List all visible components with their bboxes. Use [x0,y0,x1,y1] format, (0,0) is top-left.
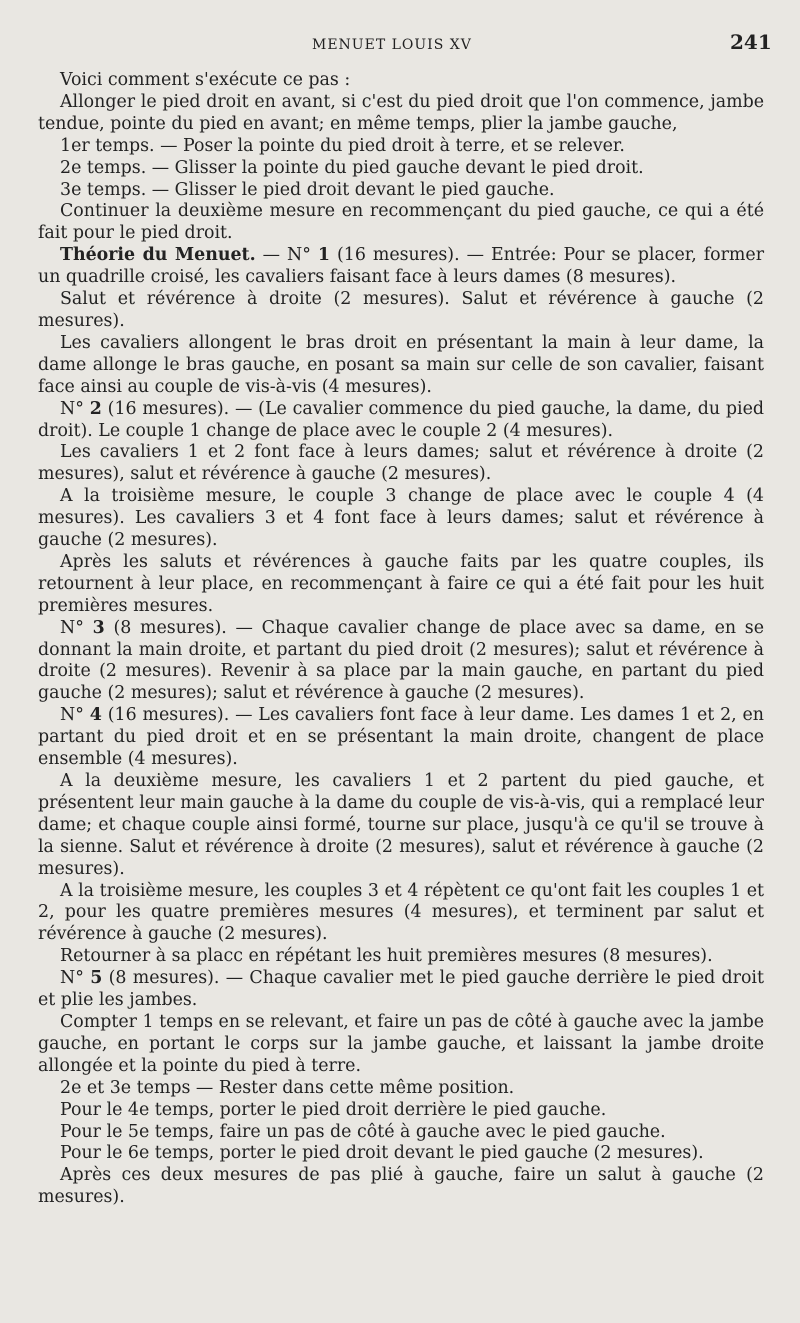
paragraph: Allonger le pied droit en avant, si c'est du pied droit que l'on commence, jambe tendue, pointe du pied en avant; en même temps, plier la jambe gauche, [38,91,764,134]
paragraph: Après les saluts et révérences à gauche faits par les quatre couples, ils retournent à leur place, en recommençant à faire ce qui a été fait pour les huit premières mesures. [38,551,764,616]
paragraph-n2: N° 2 (16 mesures). — (Le cavalier commence du pied gauche, la dame, du pied droit). Le couple 1 change de place avec le couple 2 (4 mesures). [38,398,764,441]
page-number: 241 [730,30,772,54]
body-text [38,70,764,1209]
paragraph: Retourner à sa placc en répétant les huit premières mesures (8 mesures). [60,946,713,967]
section-number: 1 [317,245,330,266]
paragraph: 1er temps. — Poser la pointe du pied droit à terre, et se relever. [60,135,625,156]
paragraph: Pour le 5e temps, faire un pas de côté à gauche avec le pied gauche. [60,1121,666,1142]
paragraph-theorie: Théorie du Menuet. — N° 1 (16 mesures). — Entrée: Pour se placer, former un quadrille croisé, les cavaliers faisant face à leurs dames (8 mesures). [38,245,765,288]
paragraph: 2e temps. — Glisser la pointe du pied gauche devant le pied droit. [60,157,644,178]
section-number: 5 [90,968,103,989]
paragraph: Pour le 4e temps, porter le pied droit derrière le pied gauche. [60,1099,607,1120]
section-text: (16 mesures). — Les cavaliers font face à leur dame. Les dames 1 et 2, en partant du pied droit et en se présentant la main droite, changent de place ensemble (4 mesures). [38,705,764,770]
paragraph: Voici comment s'exécute ce pas : [60,70,351,90]
paragraph: Après ces deux mesures de pas plié à gauche, faire un salut à gauche (2 mesures). [38,1165,764,1208]
section-number: 4 [89,705,102,726]
page-header [0,30,800,60]
running-title: MENUET LOUIS XV [312,37,472,53]
section-text: (16 mesures). — Entrée: Pour se placer, former un quadrille croisé, les cavaliers faisant face à leurs dames (8 mesures). [38,245,765,288]
section-text: (8 mesures). — Chaque cavalier change de place avec sa dame, en se donnant la main droite, et partant du pied droit (2 mesures); salut et révérence à droite (2 mesures). Revenir à sa place par la main gauche, en partant du pied gauche (2 mesures); salut et révérence à gauche (2 mesures). [38,617,764,704]
paragraph: Les cavaliers allongent le bras droit en présentant la main à leur dame, la dame allonge le bras gauche, en posant sa main sur celle de son cavalier, faisant face ainsi au couple de vis-à-vis (4 mesures). [38,332,764,397]
paragraph-n4: N° 4 (16 mesures). — Les cavaliers font face à leur dame. Les dames 1 et 2, en partant du pied droit et en se présentant la main droite, changent de place ensemble (4 mesures). [38,705,764,770]
paragraph: Salut et révérence à droite (2 mesures). Salut et révérence à gauche (2 mesures). [38,289,764,331]
paragraph: Continuer la deuxième mesure en recommençant du pied gauche, ce qui a été fait pour le pied droit. [38,201,764,244]
paragraph: Les cavaliers 1 et 2 font face à leurs dames; salut et révérence à droite (2 mesures), salut et révérence à gauche (2 mesures). [38,442,764,485]
paragraph: A la deuxième mesure, les cavaliers 1 et 2 partent du pied gauche, et présentent leur main gauche à la dame du couple de vis-à-vis, qui a remplacé leur dame; et chaque couple ainsi formé, tourne sur place, jusqu'à ce qu'il se trouve à la sienne. Salut et révérence à droite (2 mesures), salut et révérence à gauche (2 mesures). [38,771,764,879]
paragraph: 3e temps. — Glisser le pied droit devant le pied gauche. [60,179,555,200]
section-title: Théorie du Menuet. [60,245,256,266]
section-text: (8 mesures). — Chaque cavalier met le pied gauche derrière le pied droit et plie les jambes. [38,968,764,1011]
section-number: 3 [92,617,105,638]
paragraph: 2e et 3e temps — Rester dans cette même position. [60,1077,515,1098]
paragraph-n5: N° 5 (8 mesures). — Chaque cavalier met le pied gauche derrière le pied droit et plie les jambes. [38,968,764,1011]
paragraph-n3: N° 3 (8 mesures). — Chaque cavalier change de place avec sa dame, en se donnant la main droite, et partant du pied droit (2 mesures); salut et révérence à droite (2 mesures). Revenir à sa place par la main gauche, en partant du pied gauche (2 mesures); salut et révérence à gauche (2 mesures). [38,617,764,704]
paragraph: A la troisième mesure, le couple 3 change de place avec le couple 4 (4 mesures). Les cavaliers 3 et 4 font face à leurs dames; salut et révérence à gauche (2 mesures). [38,486,764,551]
paragraph: Pour le 6e temps, porter le pied droit devant le pied gauche (2 mesures). [60,1143,704,1164]
paragraph: A la troisième mesure, les couples 3 et 4 répètent ce qu'ont fait les couples 1 et 2, pour les quatre premières mesures (4 mesures), et terminent par salut et révérence à gauche (2 mesures). [38,880,764,945]
section-number: 2 [89,398,102,419]
section-text: (16 mesures). — (Le cavalier commence du pied gauche, la dame, du pied droit). Le couple 1 change de place avec le couple 2 (4 mesures). [38,398,764,441]
paragraph: Compter 1 temps en se relevant, et faire un pas de côté à gauche avec la jambe gauche, en portant le corps sur la jambe gauche, et laissant la jambe droite allongée et la pointe du pied à terre. [38,1011,764,1076]
